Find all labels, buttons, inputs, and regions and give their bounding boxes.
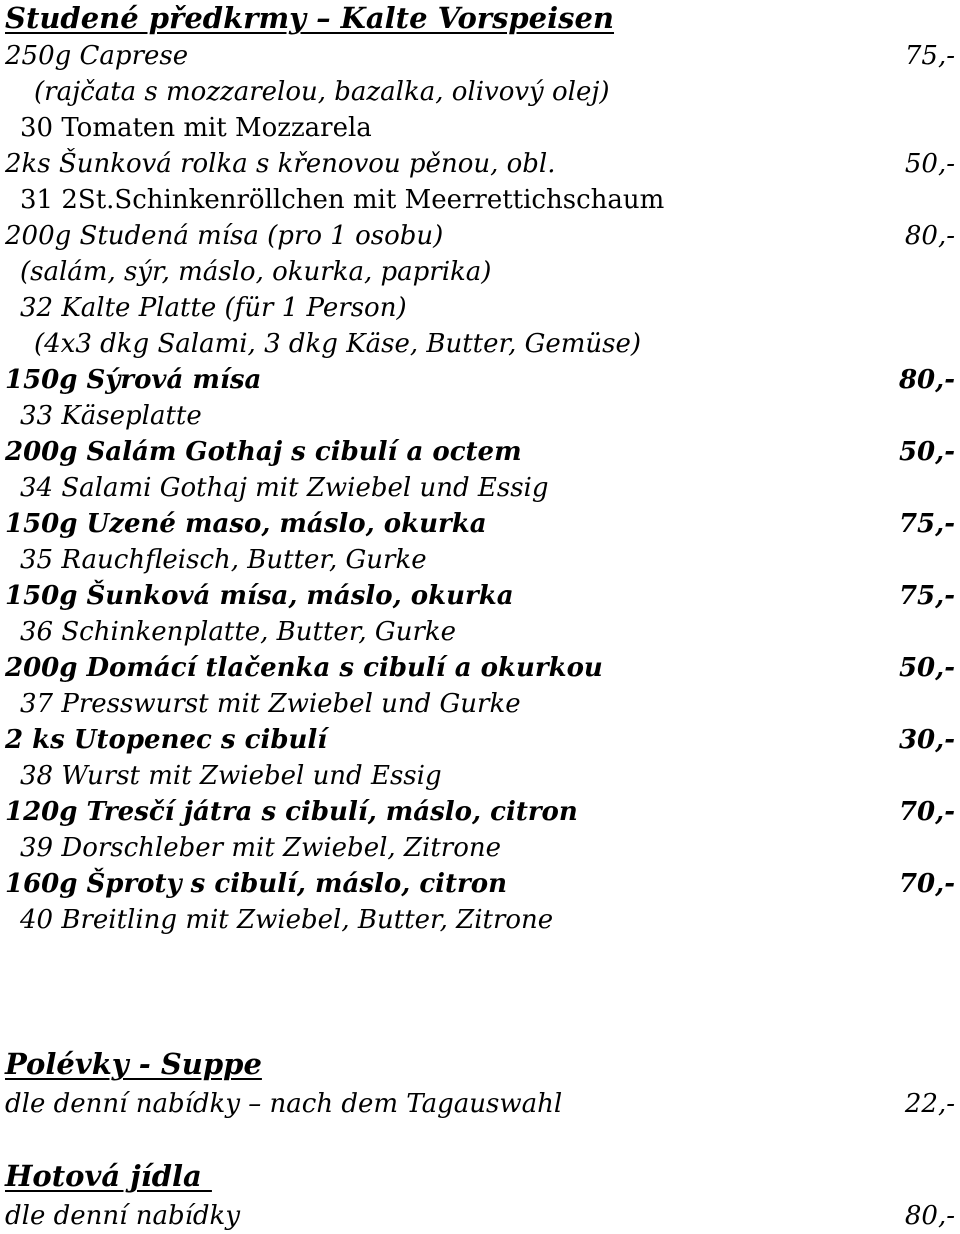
item-price: 50,- bbox=[898, 437, 955, 467]
item-text: 32 Kalte Platte (für 1 Person) bbox=[20, 293, 407, 323]
menu-item-translation bbox=[0, 830, 960, 866]
item-text: 150g Sýrová mísa bbox=[5, 365, 262, 395]
menu-item-smoked-meat bbox=[0, 506, 960, 542]
item-text: 120g Tresčí játra s cibulí, máslo, citron bbox=[5, 797, 578, 827]
item-price: 30,- bbox=[898, 725, 955, 755]
item-text: (salám, sýr, máslo, okurka, paprika) bbox=[20, 257, 492, 287]
menu-item-ham-roll bbox=[0, 146, 960, 182]
item-text: 150g Uzené maso, máslo, okurka bbox=[5, 509, 487, 539]
item-price: 80,- bbox=[904, 1201, 955, 1231]
menu-item-description bbox=[0, 254, 960, 290]
menu-item-translation bbox=[0, 110, 960, 146]
section-title-main-dishes: Hotová jídla bbox=[5, 1159, 212, 1193]
item-text: dle denní nabídky bbox=[5, 1201, 241, 1231]
item-text: 36 Schinkenplatte, Butter, Gurke bbox=[20, 617, 457, 647]
item-text: 33 Käseplatte bbox=[20, 401, 202, 431]
menu-item-utopenec bbox=[0, 722, 960, 758]
menu-item-translation bbox=[0, 398, 960, 434]
menu-item-translation bbox=[0, 290, 960, 326]
menu-item-caprese bbox=[0, 38, 960, 74]
menu-item-cheese-plate bbox=[0, 362, 960, 398]
section-title-cold-starters: Studené předkrmy – Kalte Vorspeisen bbox=[5, 1, 615, 35]
item-text: 2 ks Utopenec s cibulí bbox=[5, 725, 328, 755]
item-text: 150g Šunková mísa, máslo, okurka bbox=[5, 581, 514, 611]
section-title-soups: Polévky - Suppe bbox=[5, 1047, 262, 1081]
menu-item-translation bbox=[0, 470, 960, 506]
menu-item-head-cheese bbox=[0, 650, 960, 686]
menu-item-cold-plate bbox=[0, 218, 960, 254]
item-text: 160g Šproty s cibulí, máslo, citron bbox=[5, 869, 507, 899]
menu-item-translation bbox=[0, 758, 960, 794]
menu-item-translation bbox=[0, 182, 960, 218]
item-text: 200g Salám Gothaj s cibulí a octem bbox=[5, 437, 522, 467]
item-price: 80,- bbox=[904, 221, 955, 251]
item-text: 40 Breitling mit Zwiebel, Butter, Zitrone bbox=[20, 905, 554, 935]
item-price: 75,- bbox=[898, 581, 955, 611]
item-price: 70,- bbox=[898, 869, 955, 899]
menu-item-salami-gothaj bbox=[0, 434, 960, 470]
item-text: 30 Tomaten mit Mozzarela bbox=[20, 113, 372, 143]
menu-item-translation bbox=[0, 686, 960, 722]
item-text: 37 Presswurst mit Zwiebel und Gurke bbox=[20, 689, 521, 719]
item-text: dle denní nabídky – nach dem Tagauswahl bbox=[5, 1089, 563, 1119]
menu-item-translation bbox=[0, 542, 960, 578]
item-text: (4x3 dkg Salami, 3 dkg Käse, Butter, Gemüse) bbox=[34, 329, 642, 359]
item-price: 50,- bbox=[904, 149, 955, 179]
item-price: 50,- bbox=[898, 653, 955, 683]
menu-item-daily-dish bbox=[0, 1198, 960, 1234]
item-price: 70,- bbox=[898, 797, 955, 827]
item-text: 35 Rauchfleisch, Butter, Gurke bbox=[20, 545, 427, 575]
menu-item-cod-liver bbox=[0, 794, 960, 830]
menu-item-sprats bbox=[0, 866, 960, 902]
menu-item-daily-soup bbox=[0, 1086, 960, 1122]
item-text: 34 Salami Gothaj mit Zwiebel und Essig bbox=[20, 473, 549, 503]
item-text: 250g Caprese bbox=[5, 41, 189, 71]
item-text: 200g Studená mísa (pro 1 osobu) bbox=[5, 221, 444, 251]
item-text: 31 2St.Schinkenröllchen mit Meerrettichschaum bbox=[20, 185, 665, 215]
item-text: 2ks Šunková rolka s křenovou pěnou, obl. bbox=[5, 149, 556, 179]
item-text: 200g Domácí tlačenka s cibulí a okurkou bbox=[5, 653, 603, 683]
menu-item-description bbox=[0, 326, 960, 362]
item-text: 39 Dorschleber mit Zwiebel, Zitrone bbox=[20, 833, 501, 863]
item-price: 80,- bbox=[898, 365, 955, 395]
menu-item-description bbox=[0, 74, 960, 110]
item-text: 38 Wurst mit Zwiebel und Essig bbox=[20, 761, 442, 791]
menu-item-ham-plate bbox=[0, 578, 960, 614]
item-price: 75,- bbox=[904, 41, 955, 71]
item-price: 75,- bbox=[898, 509, 955, 539]
menu-item-translation bbox=[0, 902, 960, 938]
item-text: (rajčata s mozzarelou, bazalka, olivový olej) bbox=[34, 77, 610, 107]
item-price: 22,- bbox=[904, 1089, 955, 1119]
menu-item-translation bbox=[0, 614, 960, 650]
